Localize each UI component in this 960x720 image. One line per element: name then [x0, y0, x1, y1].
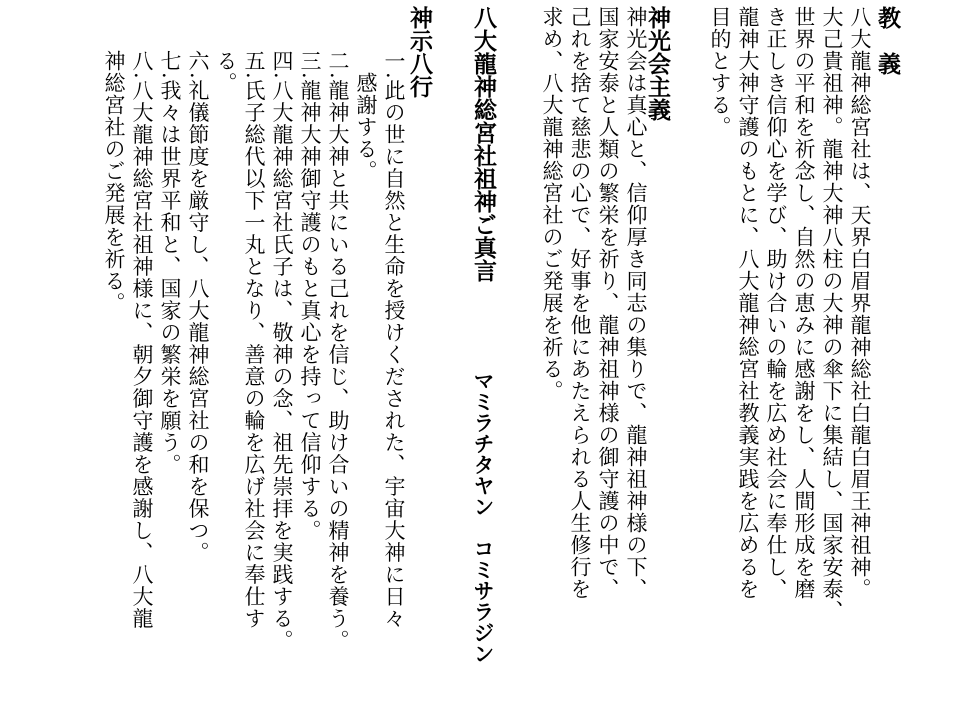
kyogi-line-2: 大己貴祖神。龍神大神八柱の大神の傘下に集結し、国家安泰、 — [820, 6, 844, 622]
shinji-item-2-line-1: 龍神大神と共にいる己れを信じ、助け合いの精神を養う。 — [326, 79, 350, 652]
shinji-item-6-line-1: 礼儀節度を厳守し、八大龍神総宮社の和を保つ。 — [186, 79, 210, 564]
shinji-list — [100, 50, 408, 714]
shinji-item-2-num: 二. — [326, 50, 350, 80]
shinji-item-7-num: 七. — [158, 50, 182, 80]
shinji-item-8-cont: 神総宮社のご発展を祈る。 — [102, 50, 126, 314]
shinji-item-2 — [324, 50, 352, 714]
kyogi-body — [706, 6, 874, 714]
shinji-item-5-cont: る。 — [214, 50, 238, 94]
shingon-heading: 八大龍神総宮社祖神ご真言 — [470, 6, 496, 282]
shinji-item-5-num: 五. — [242, 50, 266, 80]
shinji-item-8 — [128, 50, 156, 714]
kyogi-line-6: 目的とする。 — [708, 6, 732, 138]
shinkokai-line-4: 求め、八大龍神総宮社のご発展を祈る。 — [540, 6, 564, 402]
shinji-item-5 — [240, 50, 268, 714]
shinji-item-7-line-1: 我々は世界平和と、国家の繁栄を願う。 — [158, 79, 182, 476]
shinji-item-7 — [156, 50, 184, 714]
kyogi-line-3: 世界の平和を祈念し、自然の恵みに感謝をし、人間形成を磨 — [792, 6, 816, 600]
kyogi-heading: 教 義 — [874, 6, 900, 75]
shinji-item-4-num: 四. — [270, 50, 294, 80]
kyogi-line-1: 八大龍神総宮社は、天界白眉界龍神総社白龍白眉王神祖神。 — [848, 6, 872, 600]
shinkokai-line-2: 国家安泰と人類の繁栄を祈り、龍神祖神様の御守護の中で、 — [596, 6, 620, 600]
shinji-item-4 — [268, 50, 296, 714]
shinji-item-5-line-1: 氏子総代以下一丸となり、善意の輪を広げ社会に奉仕す — [242, 79, 266, 630]
kyogi-line-5: 龍神大神守護のもとに、八大龍神総宮社教義実践を広めるを — [736, 6, 760, 600]
shinji-item-3 — [296, 50, 324, 714]
shinkokai-heading: 神光会主義 — [644, 6, 670, 121]
shinji-item-6 — [184, 50, 212, 714]
shingon-mantra: マミラチタヤン コミサラジン — [471, 370, 495, 664]
shinji-item-3-num: 三. — [298, 50, 322, 80]
shinkokai-line-1: 神光会は真心と、信仰厚き同志の集りで、龍神祖神様の下、 — [624, 6, 648, 600]
shinji-heading: 神示八行 — [406, 6, 432, 98]
shinji-item-1-line-1: 此の世に自然と生命を授けくだされた、宇宙大神に日々 — [382, 79, 406, 630]
shinji-item-6-num: 六. — [186, 50, 210, 80]
shinji-item-1 — [380, 50, 408, 714]
shinji-item-8-num: 八. — [130, 50, 154, 80]
shinji-item-8-line-1: 八大龍神総宮社祖神様に、朝夕御守護を感謝し、八大龍 — [130, 79, 154, 630]
shinji-item-3-line-1: 龍神大神御守護のもと真心を持って信仰する。 — [298, 79, 322, 542]
shinkokai-line-3: 己れを捨て慈悲の心で、好事を他にあたえられる人生修行を — [568, 6, 592, 600]
shinji-item-1-cont: 感謝する。 — [354, 72, 378, 183]
kyogi-line-4: き正しき信仰心を学び、助け合いの輪を広め社会に奉仕し、 — [764, 6, 788, 600]
shinji-item-1-num: 一. — [382, 50, 406, 80]
shinkokai-body — [538, 6, 650, 714]
shinji-item-4-line-1: 八大龍神総宮社氏子は、敬神の念、祖先崇拝を実践する。 — [270, 79, 294, 652]
